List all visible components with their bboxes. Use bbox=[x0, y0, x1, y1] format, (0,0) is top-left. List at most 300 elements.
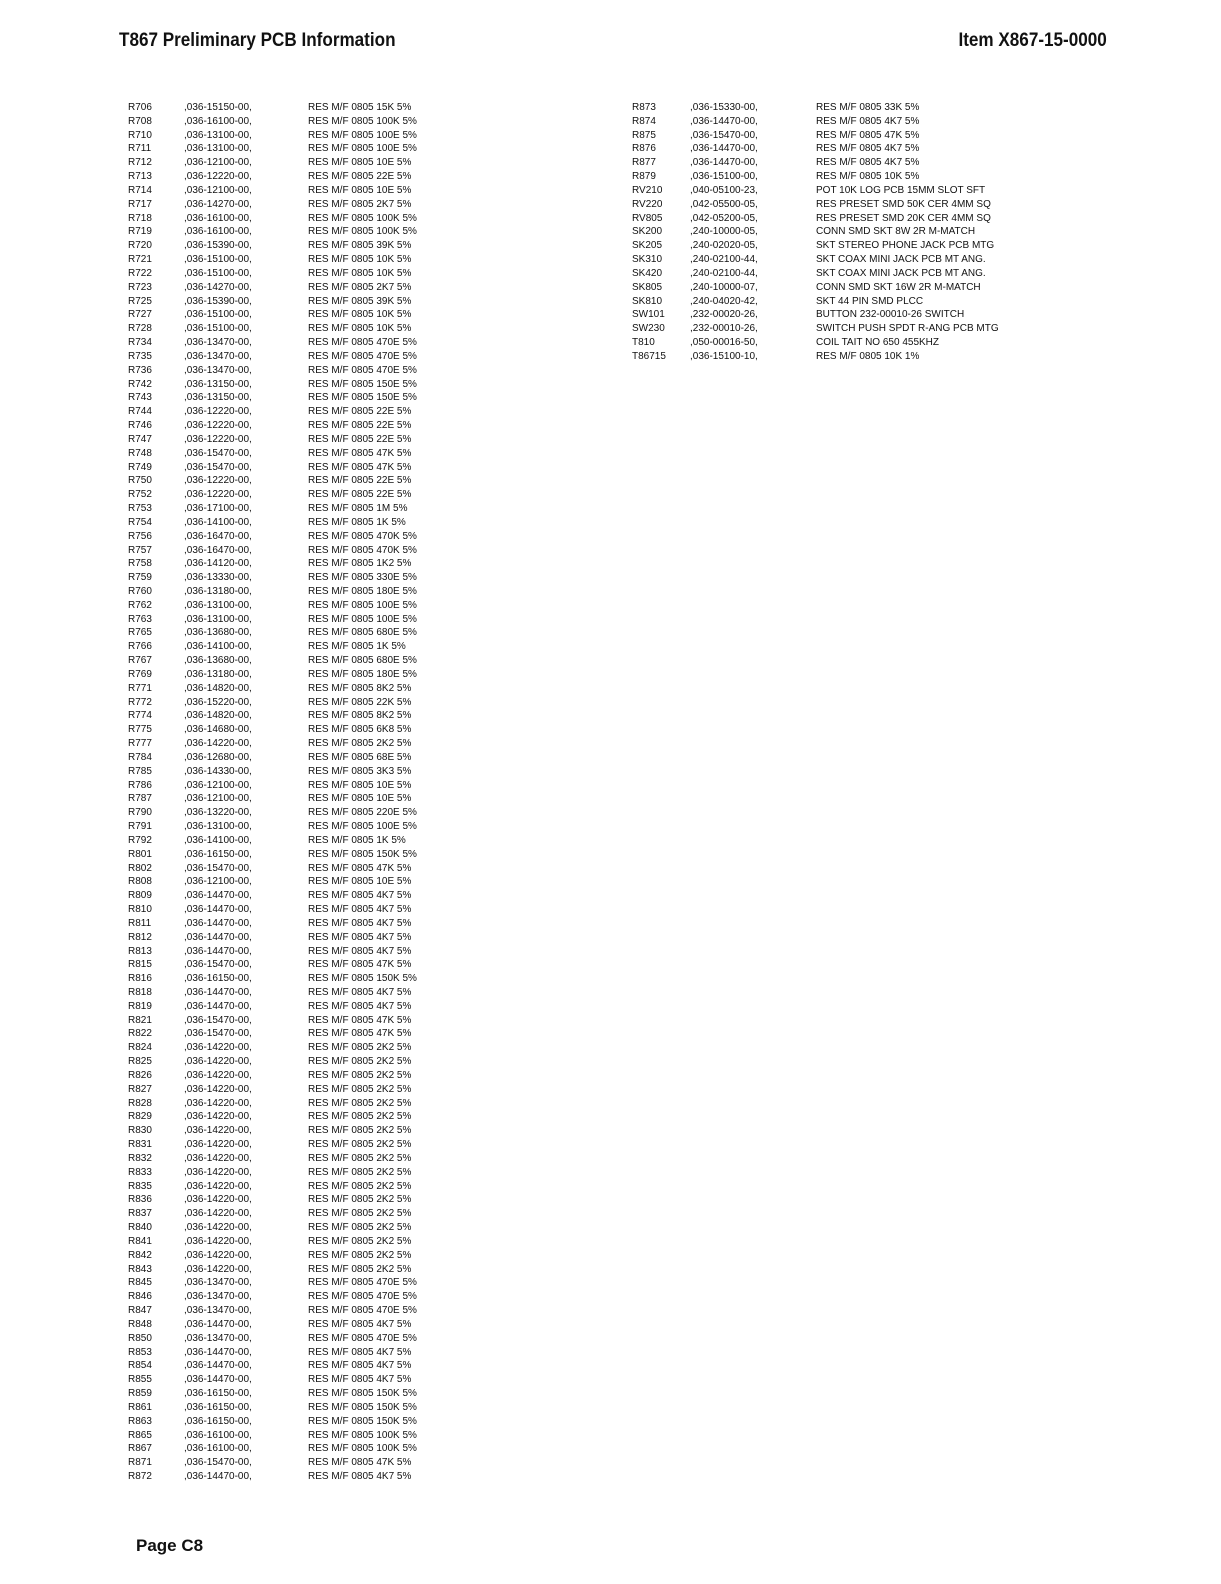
part-number: ,036-15390-00, bbox=[184, 295, 252, 307]
component-ref: R815 bbox=[128, 959, 152, 971]
component-ref: R837 bbox=[128, 1208, 152, 1220]
part-number: ,036-12220-00, bbox=[184, 433, 252, 445]
component-ref: R833 bbox=[128, 1166, 152, 1178]
part-description: RES M/F 0805 150K 5% bbox=[308, 1401, 417, 1413]
part-number: ,036-14470-00, bbox=[690, 143, 758, 155]
component-ref: R767 bbox=[128, 655, 152, 667]
component-ref: R812 bbox=[128, 931, 152, 943]
part-description: POT 10K LOG PCB 15MM SLOT SFT bbox=[816, 184, 986, 196]
component-ref: R832 bbox=[128, 1152, 152, 1164]
component-ref: R762 bbox=[128, 599, 152, 611]
parts-row bbox=[128, 723, 417, 737]
part-description: RES M/F 0805 10K 1% bbox=[816, 350, 920, 362]
parts-row bbox=[632, 115, 999, 129]
part-description: RES M/F 0805 470E 5% bbox=[308, 350, 417, 362]
part-description: RES M/F 0805 470K 5% bbox=[308, 544, 417, 556]
part-number: ,036-15100-00, bbox=[184, 309, 252, 321]
component-ref: RV805 bbox=[632, 212, 663, 224]
part-description: SKT COAX MINI JACK PCB MT ANG. bbox=[816, 267, 986, 279]
parts-row bbox=[128, 156, 417, 170]
part-number: ,240-10000-05, bbox=[690, 226, 758, 238]
part-description: RES M/F 0805 6K8 5% bbox=[308, 724, 412, 736]
part-description: RES M/F 0805 2K2 5% bbox=[308, 1069, 412, 1081]
part-description: RES M/F 0805 2K2 5% bbox=[308, 1097, 412, 1109]
parts-row bbox=[632, 170, 999, 184]
part-description: RES M/F 0805 470E 5% bbox=[308, 1332, 417, 1344]
item-number: Item X867-15-0000 bbox=[958, 30, 1107, 51]
part-number: ,036-15100-10, bbox=[690, 350, 758, 362]
part-description: RES M/F 0805 150K 5% bbox=[308, 848, 417, 860]
part-number: ,036-14220-00, bbox=[184, 1097, 252, 1109]
part-description: RES M/F 0805 2K2 5% bbox=[308, 1042, 412, 1054]
component-ref: R801 bbox=[128, 848, 152, 860]
parts-row bbox=[128, 972, 417, 986]
part-description: RES M/F 0805 1M 5% bbox=[308, 503, 408, 515]
part-number: ,036-14470-00, bbox=[184, 917, 252, 929]
part-description: RES M/F 0805 2K2 5% bbox=[308, 1249, 412, 1261]
parts-row bbox=[128, 945, 417, 959]
parts-row bbox=[632, 101, 999, 115]
component-ref: R746 bbox=[128, 420, 152, 432]
parts-row bbox=[128, 101, 417, 115]
component-ref: R757 bbox=[128, 544, 152, 556]
component-ref: R818 bbox=[128, 987, 152, 998]
parts-row bbox=[128, 903, 417, 917]
part-number: ,036-14220-00, bbox=[184, 1249, 252, 1261]
component-ref: R836 bbox=[128, 1194, 152, 1206]
component-ref: R735 bbox=[128, 350, 152, 362]
part-description: RES M/F 0805 2K2 5% bbox=[308, 1139, 412, 1151]
part-description: RES M/F 0805 39K 5% bbox=[308, 240, 412, 252]
part-number: ,036-13100-00, bbox=[184, 599, 252, 611]
component-ref: R879 bbox=[632, 171, 656, 183]
parts-row bbox=[128, 1166, 417, 1180]
part-number: ,036-14220-00, bbox=[184, 1222, 252, 1234]
parts-row bbox=[128, 502, 417, 516]
component-ref: R826 bbox=[128, 1069, 152, 1081]
part-number: ,036-14220-00, bbox=[184, 1042, 252, 1054]
part-number: ,036-15470-00, bbox=[184, 1028, 252, 1040]
part-number: ,240-10000-07, bbox=[690, 281, 758, 293]
part-description: RES M/F 0805 470K 5% bbox=[308, 530, 417, 542]
component-ref: R772 bbox=[128, 696, 152, 708]
part-number: ,036-14470-00, bbox=[690, 115, 758, 127]
parts-row bbox=[128, 1415, 417, 1429]
component-ref: R760 bbox=[128, 585, 152, 597]
parts-row bbox=[632, 281, 999, 295]
part-description: RES M/F 0805 1K 5% bbox=[308, 516, 406, 528]
part-description: SKT 44 PIN SMD PLCC bbox=[816, 295, 924, 307]
component-ref: R855 bbox=[128, 1374, 152, 1386]
component-ref: R720 bbox=[128, 240, 152, 252]
component-ref: R769 bbox=[128, 668, 152, 680]
part-number: ,036-13470-00, bbox=[184, 1305, 252, 1317]
part-number: ,036-16150-00, bbox=[184, 1415, 252, 1427]
part-description: RES M/F 0805 10K 5% bbox=[308, 309, 412, 321]
parts-row bbox=[128, 682, 417, 696]
part-number: ,036-13680-00, bbox=[184, 655, 252, 667]
part-description: RES M/F 0805 10E 5% bbox=[308, 793, 412, 805]
parts-row bbox=[632, 184, 999, 198]
part-number: ,036-14220-00, bbox=[184, 1152, 252, 1164]
part-number: ,036-13470-00, bbox=[184, 1277, 252, 1289]
parts-row bbox=[128, 419, 417, 433]
component-ref: R750 bbox=[128, 475, 152, 487]
part-description: RES M/F 0805 4K7 5% bbox=[816, 157, 920, 169]
part-description: RES M/F 0805 2K2 5% bbox=[308, 1111, 412, 1123]
part-description: RES M/F 0805 3K3 5% bbox=[308, 765, 412, 777]
part-description: RES M/F 0805 2K2 5% bbox=[308, 1152, 412, 1164]
part-description: RES M/F 0805 100E 5% bbox=[308, 613, 417, 625]
component-ref: SW230 bbox=[632, 323, 665, 335]
parts-row bbox=[128, 184, 417, 198]
component-ref: R831 bbox=[128, 1139, 152, 1151]
part-description: RES M/F 0805 47K 5% bbox=[308, 1457, 412, 1469]
part-number: ,036-16150-00, bbox=[184, 973, 252, 985]
component-ref: R822 bbox=[128, 1028, 152, 1040]
part-description: SKT STEREO PHONE JACK PCB MTG bbox=[816, 240, 995, 252]
component-ref: SK200 bbox=[632, 226, 663, 238]
parts-row bbox=[128, 834, 417, 848]
part-number: ,036-14220-00, bbox=[184, 1263, 252, 1275]
parts-row bbox=[128, 640, 417, 654]
component-ref: R708 bbox=[128, 115, 152, 127]
parts-row bbox=[128, 1290, 417, 1304]
part-description: RES M/F 0805 4K7 5% bbox=[816, 115, 920, 127]
part-description: RES M/F 0805 470E 5% bbox=[308, 337, 417, 349]
part-description: RES M/F 0805 180E 5% bbox=[308, 585, 417, 597]
component-ref: R787 bbox=[128, 793, 152, 805]
component-ref: R706 bbox=[128, 102, 152, 113]
part-description: RES M/F 0805 10E 5% bbox=[308, 157, 412, 169]
parts-row bbox=[128, 1401, 417, 1415]
part-number: ,036-14470-00, bbox=[184, 931, 252, 943]
page-title: T867 Preliminary PCB Information bbox=[119, 30, 396, 51]
component-ref: R727 bbox=[128, 309, 152, 321]
component-ref: R810 bbox=[128, 904, 152, 916]
part-number: ,036-14220-00, bbox=[184, 738, 252, 750]
part-description: RES M/F 0805 10K 5% bbox=[308, 267, 412, 279]
part-description: RES M/F 0805 39K 5% bbox=[308, 295, 412, 307]
parts-list-left bbox=[128, 101, 417, 1484]
parts-row bbox=[128, 378, 417, 392]
component-ref: R863 bbox=[128, 1415, 152, 1427]
parts-row bbox=[128, 1083, 417, 1097]
part-description: RES M/F 0805 100K 5% bbox=[308, 226, 417, 238]
component-ref: R719 bbox=[128, 226, 152, 238]
part-description: RES M/F 0805 2K2 5% bbox=[308, 1263, 412, 1275]
component-ref: R774 bbox=[128, 710, 152, 722]
component-ref: R871 bbox=[128, 1457, 152, 1469]
parts-row bbox=[128, 1000, 417, 1014]
parts-row bbox=[128, 737, 417, 751]
part-description: RES M/F 0805 4K7 5% bbox=[308, 1318, 412, 1330]
part-description: RES M/F 0805 68E 5% bbox=[308, 751, 412, 763]
parts-row bbox=[128, 626, 417, 640]
component-ref: R848 bbox=[128, 1318, 152, 1330]
part-number: ,036-13680-00, bbox=[184, 627, 252, 639]
parts-row bbox=[128, 295, 417, 309]
part-description: RES M/F 0805 4K7 5% bbox=[308, 1360, 412, 1372]
part-number: ,036-14470-00, bbox=[184, 1318, 252, 1330]
part-description: RES M/F 0805 2K7 5% bbox=[308, 198, 412, 210]
parts-row bbox=[128, 654, 417, 668]
part-description: RES M/F 0805 2K2 5% bbox=[308, 1235, 412, 1247]
part-number: ,042-05200-05, bbox=[690, 212, 758, 224]
part-number: ,232-00010-26, bbox=[690, 323, 758, 335]
part-description: RES M/F 0805 2K2 5% bbox=[308, 1125, 412, 1137]
parts-row bbox=[632, 253, 999, 267]
component-ref: R758 bbox=[128, 558, 152, 570]
part-number: ,036-13100-00, bbox=[184, 129, 252, 141]
component-ref: R825 bbox=[128, 1056, 152, 1068]
parts-row bbox=[128, 447, 417, 461]
parts-row bbox=[632, 267, 999, 281]
part-number: ,036-15330-00, bbox=[690, 102, 758, 113]
component-ref: R747 bbox=[128, 433, 152, 445]
parts-row bbox=[128, 571, 417, 585]
part-number: ,036-14330-00, bbox=[184, 765, 252, 777]
parts-row bbox=[128, 1249, 417, 1263]
component-ref: R725 bbox=[128, 295, 152, 307]
parts-row bbox=[128, 1470, 417, 1484]
part-description: RES M/F 0805 100E 5% bbox=[308, 821, 417, 833]
component-ref: R865 bbox=[128, 1429, 152, 1441]
part-number: ,036-13470-00, bbox=[184, 1332, 252, 1344]
component-ref: R766 bbox=[128, 641, 152, 653]
parts-row bbox=[128, 986, 417, 1000]
parts-row bbox=[632, 239, 999, 253]
parts-row bbox=[632, 295, 999, 309]
parts-row bbox=[128, 668, 417, 682]
component-ref: R743 bbox=[128, 392, 152, 404]
parts-row bbox=[128, 1442, 417, 1456]
part-description: RES M/F 0805 2K2 5% bbox=[308, 1083, 412, 1095]
part-number: ,036-14470-00, bbox=[184, 1360, 252, 1372]
part-description: RES M/F 0805 22K 5% bbox=[308, 696, 412, 708]
part-number: ,036-14470-00, bbox=[184, 1470, 252, 1482]
parts-row bbox=[128, 516, 417, 530]
part-number: ,036-14820-00, bbox=[184, 710, 252, 722]
part-description: RES M/F 0805 22E 5% bbox=[308, 489, 412, 501]
parts-row bbox=[128, 917, 417, 931]
parts-row bbox=[128, 1429, 417, 1443]
part-number: ,036-14220-00, bbox=[184, 1069, 252, 1081]
component-ref: R728 bbox=[128, 323, 152, 335]
part-number: ,036-12220-00, bbox=[184, 406, 252, 418]
parts-row bbox=[128, 765, 417, 779]
parts-row bbox=[128, 488, 417, 502]
parts-row bbox=[128, 1332, 417, 1346]
component-ref: R850 bbox=[128, 1332, 152, 1344]
part-number: ,036-14270-00, bbox=[184, 281, 252, 293]
part-number: ,036-14680-00, bbox=[184, 724, 252, 736]
part-number: ,036-12220-00, bbox=[184, 420, 252, 432]
parts-row bbox=[128, 142, 417, 156]
part-number: ,036-14220-00, bbox=[184, 1194, 252, 1206]
part-number: ,036-13180-00, bbox=[184, 585, 252, 597]
part-number: ,036-13470-00, bbox=[184, 337, 252, 349]
part-number: ,036-14820-00, bbox=[184, 682, 252, 694]
part-description: RES M/F 0805 22E 5% bbox=[308, 475, 412, 487]
component-ref: R717 bbox=[128, 198, 152, 210]
parts-row bbox=[128, 1069, 417, 1083]
parts-row bbox=[128, 364, 417, 378]
part-description: RES M/F 0805 33K 5% bbox=[816, 102, 920, 113]
part-description: RES M/F 0805 4K7 5% bbox=[308, 1346, 412, 1358]
parts-row bbox=[128, 1263, 417, 1277]
component-ref: R830 bbox=[128, 1125, 152, 1137]
parts-row bbox=[128, 709, 417, 723]
part-description: RES M/F 0805 47K 5% bbox=[308, 862, 412, 874]
part-description: RES M/F 0805 2K2 5% bbox=[308, 1222, 412, 1234]
part-number: ,036-14220-00, bbox=[184, 1083, 252, 1095]
parts-row bbox=[632, 156, 999, 170]
parts-row bbox=[632, 198, 999, 212]
part-description: RES PRESET SMD 50K CER 4MM SQ bbox=[816, 198, 991, 210]
component-ref: R771 bbox=[128, 682, 152, 694]
parts-row bbox=[128, 613, 417, 627]
part-description: RES M/F 0805 4K7 5% bbox=[308, 987, 412, 998]
parts-row bbox=[128, 875, 417, 889]
part-description: RES M/F 0805 2K7 5% bbox=[308, 281, 412, 293]
parts-row bbox=[128, 1180, 417, 1194]
component-ref: R775 bbox=[128, 724, 152, 736]
component-ref: R752 bbox=[128, 489, 152, 501]
component-ref: R873 bbox=[632, 102, 656, 113]
page-number: Page C8 bbox=[136, 1536, 204, 1555]
part-description: RES M/F 0805 330E 5% bbox=[308, 572, 417, 584]
part-number: ,036-15220-00, bbox=[184, 696, 252, 708]
component-ref: R842 bbox=[128, 1249, 152, 1261]
component-ref: R872 bbox=[128, 1470, 152, 1482]
component-ref: R828 bbox=[128, 1097, 152, 1109]
parts-row bbox=[128, 889, 417, 903]
parts-row bbox=[128, 433, 417, 447]
component-ref: R791 bbox=[128, 821, 152, 833]
parts-row bbox=[128, 557, 417, 571]
part-number: ,036-15100-00, bbox=[184, 323, 252, 335]
parts-row bbox=[128, 1097, 417, 1111]
component-ref: R802 bbox=[128, 862, 152, 874]
part-number: ,050-00016-50, bbox=[690, 337, 758, 349]
part-description: SWITCH PUSH SPDT R-ANG PCB MTG bbox=[816, 323, 999, 335]
component-ref: SK420 bbox=[632, 267, 663, 279]
component-ref: R722 bbox=[128, 267, 152, 279]
part-number: ,036-16470-00, bbox=[184, 530, 252, 542]
component-ref: R809 bbox=[128, 890, 152, 902]
part-description: RES M/F 0805 100K 5% bbox=[308, 115, 417, 127]
component-ref: R874 bbox=[632, 115, 656, 127]
part-description: RES M/F 0805 1K 5% bbox=[308, 641, 406, 653]
part-description: RES M/F 0805 150E 5% bbox=[308, 392, 417, 404]
component-ref: R785 bbox=[128, 765, 152, 777]
component-ref: RV210 bbox=[632, 184, 663, 196]
parts-row bbox=[128, 1387, 417, 1401]
part-description: RES M/F 0805 150K 5% bbox=[308, 973, 417, 985]
component-ref: R765 bbox=[128, 627, 152, 639]
part-description: RES M/F 0805 47K 5% bbox=[308, 1014, 412, 1026]
part-number: ,036-14220-00, bbox=[184, 1111, 252, 1123]
component-ref: R841 bbox=[128, 1235, 152, 1247]
component-ref: SK810 bbox=[632, 295, 663, 307]
part-description: RES M/F 0805 10K 5% bbox=[816, 171, 920, 183]
part-number: ,036-12100-00, bbox=[184, 876, 252, 888]
part-description: RES M/F 0805 47K 5% bbox=[308, 1028, 412, 1040]
component-ref: R736 bbox=[128, 364, 152, 376]
part-description: RES M/F 0805 2K2 5% bbox=[308, 1166, 412, 1178]
parts-row bbox=[128, 1346, 417, 1360]
part-number: ,036-14470-00, bbox=[184, 945, 252, 957]
part-description: RES M/F 0805 2K2 5% bbox=[308, 1194, 412, 1206]
part-description: RES M/F 0805 4K7 5% bbox=[308, 945, 412, 957]
component-ref: RV220 bbox=[632, 198, 663, 210]
component-ref: SW101 bbox=[632, 309, 665, 321]
part-number: ,036-13330-00, bbox=[184, 572, 252, 584]
part-description: RES M/F 0805 47K 5% bbox=[308, 461, 412, 473]
parts-row bbox=[128, 198, 417, 212]
part-number: ,036-15100-00, bbox=[184, 254, 252, 266]
component-ref: R718 bbox=[128, 212, 152, 224]
parts-row bbox=[128, 599, 417, 613]
parts-row bbox=[128, 1221, 417, 1235]
part-description: RES M/F 0805 47K 5% bbox=[816, 129, 920, 141]
component-ref: R853 bbox=[128, 1346, 152, 1358]
part-description: RES M/F 0805 470E 5% bbox=[308, 1305, 417, 1317]
parts-row bbox=[128, 322, 417, 336]
part-number: ,036-15470-00, bbox=[184, 959, 252, 971]
parts-row bbox=[128, 474, 417, 488]
part-number: ,036-14220-00, bbox=[184, 1125, 252, 1137]
part-number: ,036-15100-00, bbox=[690, 171, 758, 183]
part-description: RES M/F 0805 8K2 5% bbox=[308, 682, 412, 694]
parts-row bbox=[128, 585, 417, 599]
part-number: ,036-16100-00, bbox=[184, 115, 252, 127]
component-ref: R877 bbox=[632, 157, 656, 169]
part-number: ,036-15100-00, bbox=[184, 267, 252, 279]
part-number: ,036-16100-00, bbox=[184, 1429, 252, 1441]
parts-row bbox=[632, 322, 999, 336]
part-number: ,036-14220-00, bbox=[184, 1208, 252, 1220]
parts-row bbox=[128, 1193, 417, 1207]
parts-row bbox=[128, 115, 417, 129]
parts-row bbox=[128, 1318, 417, 1332]
parts-row bbox=[128, 751, 417, 765]
part-description: RES M/F 0805 10K 5% bbox=[308, 254, 412, 266]
component-ref: R723 bbox=[128, 281, 152, 293]
parts-row bbox=[128, 530, 417, 544]
part-number: ,036-14120-00, bbox=[184, 558, 252, 570]
component-ref: R777 bbox=[128, 738, 152, 750]
component-ref: R861 bbox=[128, 1401, 152, 1413]
part-number: ,036-12100-00, bbox=[184, 184, 252, 196]
component-ref: R753 bbox=[128, 503, 152, 515]
parts-row bbox=[128, 1014, 417, 1028]
parts-row bbox=[128, 779, 417, 793]
part-description: RES M/F 0805 220E 5% bbox=[308, 807, 417, 819]
part-description: RES M/F 0805 100K 5% bbox=[308, 1443, 417, 1455]
parts-row bbox=[128, 281, 417, 295]
parts-row bbox=[128, 391, 417, 405]
part-number: ,036-16100-00, bbox=[184, 226, 252, 238]
component-ref: R749 bbox=[128, 461, 152, 473]
component-ref: R813 bbox=[128, 945, 152, 957]
part-description: RES M/F 0805 4K7 5% bbox=[308, 1374, 412, 1386]
component-ref: R876 bbox=[632, 143, 656, 155]
part-number: ,040-05100-23, bbox=[690, 184, 758, 196]
parts-row bbox=[128, 1124, 417, 1138]
parts-row bbox=[128, 792, 417, 806]
